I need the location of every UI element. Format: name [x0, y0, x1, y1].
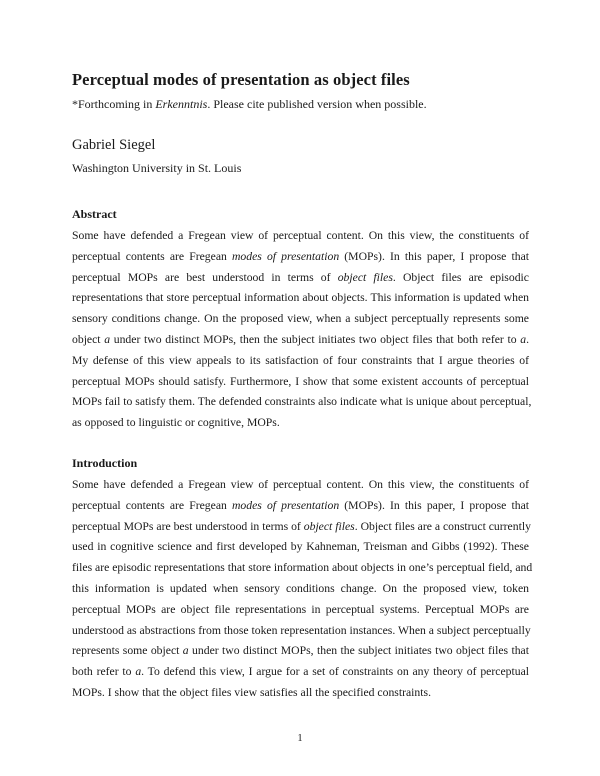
text-line — [72, 288, 529, 309]
text-span: perceptual MOPs are best understood in terms of — [72, 270, 338, 284]
text-line — [72, 558, 533, 579]
text-line — [72, 351, 529, 372]
italic-text: a — [182, 644, 189, 658]
publication-note — [72, 97, 427, 112]
text-line — [72, 268, 529, 289]
text-line — [72, 392, 532, 413]
text-span: under two distinct MOPs, then the subject initiates two object files that — [188, 644, 529, 658]
text-span: . Object files are a construct currently — [354, 519, 531, 533]
text-span: My defense of this view appeals to its satisfaction of four constraints that I argue theories of — [72, 353, 529, 367]
text-span: MOPs. I show that the object files view satisfies all the specified constraints. — [72, 685, 431, 699]
note-journal: Erkenntnis — [155, 97, 208, 111]
text-span: files are episodic representations that store information about objects in one’s perceptual field, and — [72, 561, 533, 575]
introduction-paragraph — [72, 475, 533, 704]
text-span: representations that store perceptual information about objects. This information is updated when — [72, 291, 529, 305]
text-line — [72, 496, 529, 517]
italic-text: object files — [337, 270, 393, 284]
text-line — [72, 537, 529, 558]
text-span: (MOPs). In this paper, I propose that — [339, 498, 529, 512]
text-line — [72, 330, 529, 351]
text-line — [72, 662, 529, 683]
text-span: this information is updated when sensory conditions change. On the proposed view, token — [72, 581, 529, 595]
text-span: understood as abstractions from those token representation instances. When a subject perceptually — [72, 623, 531, 637]
text-span: under two distinct MOPs, then the subject initiates two object files that both refer to — [110, 332, 521, 346]
author-affiliation: Washington University in St. Louis — [72, 161, 242, 175]
note-suffix: . Please cite published version when possible. — [207, 97, 427, 111]
paper-title: Perceptual modes of presentation as object files — [72, 70, 410, 89]
text-line — [72, 621, 529, 642]
text-line — [72, 517, 529, 538]
italic-text: a — [520, 332, 527, 346]
italic-text: a — [135, 665, 142, 679]
text-line — [72, 413, 529, 434]
text-span: perceptual contents are Fregean — [72, 249, 232, 263]
text-span: object — [72, 332, 105, 346]
text-span: both refer to — [72, 665, 136, 679]
text-line — [72, 247, 529, 268]
italic-text: modes of presentation — [231, 249, 340, 263]
text-span: perceptual MOPs are best understood in terms of — [72, 519, 304, 533]
text-span: Some have defended a Fregean view of perceptual content. On this view, the constituents of — [72, 229, 529, 242]
text-line — [72, 226, 529, 247]
introduction-heading: Introduction — [72, 456, 138, 470]
text-span: MOPs fail to satisfy them. The defended constraints also indicate what is unique about perceptual, — [72, 395, 532, 409]
text-span: . — [526, 332, 529, 346]
page-number: 1 — [297, 733, 303, 744]
text-span: sensory conditions change. On the proposed view, when a subject perceptually represents some — [72, 312, 529, 326]
italic-text: a — [104, 332, 111, 346]
text-span: perceptual MOPs should satisfy. Furthermore, I show that some existent accounts of perceptual — [72, 374, 529, 388]
text-span: Some have defended a Fregean view of perceptual content. On this view, the constituents of — [72, 478, 529, 491]
text-span: used in cognitive science and first developed by Kahneman, Treisman and Gibbs (1992). These — [72, 540, 529, 554]
italic-text: modes of presentation — [231, 498, 340, 512]
text-line — [72, 683, 529, 704]
text-line — [72, 372, 529, 393]
text-span: perceptual MOPs are object file representations in perceptual systems. Perceptual MOPs are — [72, 602, 529, 616]
text-span: as opposed to linguistic or cognitive, MOPs. — [72, 416, 280, 430]
text-line — [72, 309, 529, 330]
abstract-paragraph — [72, 226, 532, 434]
text-line — [72, 641, 529, 662]
abstract-heading: Abstract — [72, 207, 117, 221]
italic-text: object files — [303, 519, 355, 533]
text-line — [72, 579, 529, 600]
text-span: . To defend this view, I argue for a set of constraints on any theory of perceptual — [141, 665, 530, 679]
text-span: represents some object — [72, 644, 183, 658]
text-span: . Object files are episodic — [392, 270, 529, 284]
author-name: Gabriel Siegel — [72, 137, 156, 153]
text-line — [72, 475, 529, 496]
text-span: (MOPs). In this paper, I propose that — [339, 249, 529, 263]
note-prefix: *Forthcoming in — [72, 97, 156, 111]
text-line — [72, 600, 529, 621]
text-span: perceptual contents are Fregean — [72, 498, 232, 512]
